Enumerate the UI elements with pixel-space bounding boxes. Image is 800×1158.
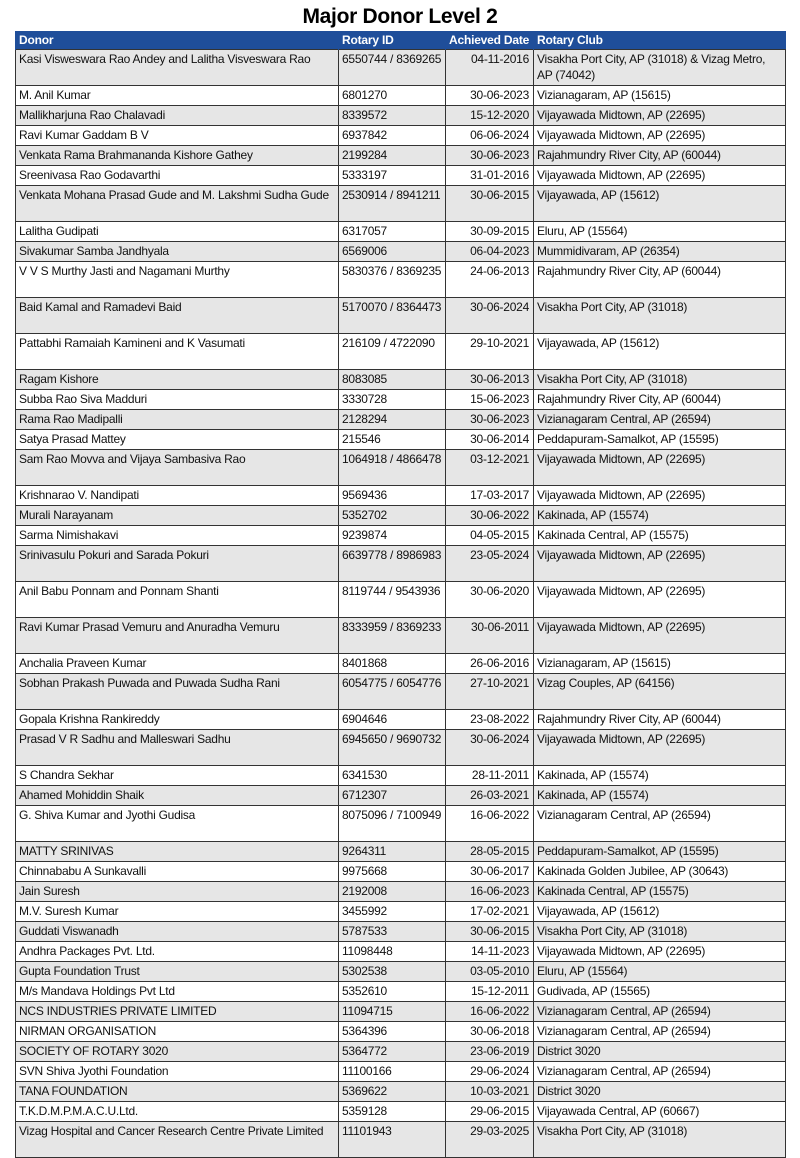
rotary-id-cell[interactable]: 11094715 bbox=[339, 1002, 446, 1022]
table-row[interactable] bbox=[16, 786, 786, 806]
table-row[interactable] bbox=[16, 146, 786, 166]
rotary-club-cell[interactable]: Vizianagaram Central, AP (26594) bbox=[534, 1002, 786, 1022]
column-header-donor[interactable]: Donor bbox=[16, 31, 339, 50]
achieved-date-cell[interactable]: 30-06-2013 bbox=[446, 370, 534, 390]
rotary-club-cell[interactable]: Vijayawada Midtown, AP (22695) bbox=[534, 582, 786, 618]
table-row[interactable] bbox=[16, 582, 786, 618]
rotary-id-cell[interactable]: 6937842 bbox=[339, 126, 446, 146]
table-row[interactable] bbox=[16, 882, 786, 902]
rotary-club-cell[interactable]: Rajahmundry River City, AP (60044) bbox=[534, 390, 786, 410]
donor-cell[interactable]: Andhra Packages Pvt. Ltd. bbox=[16, 942, 339, 962]
rotary-id-cell[interactable]: 2530914 / 8941211 bbox=[339, 186, 446, 222]
achieved-date-cell[interactable]: 24-06-2013 bbox=[446, 262, 534, 298]
achieved-date-cell[interactable]: 17-02-2021 bbox=[446, 902, 534, 922]
rotary-club-cell[interactable]: District 3020 bbox=[534, 1042, 786, 1062]
donor-sheet bbox=[15, 0, 785, 1158]
rotary-club-cell[interactable]: Vijayawada Midtown, AP (22695) bbox=[534, 942, 786, 962]
rotary-id-cell[interactable]: 8333959 / 8369233 bbox=[339, 618, 446, 654]
rotary-club-cell[interactable]: Peddapuram-Samalkot, AP (15595) bbox=[534, 430, 786, 450]
rotary-club-cell[interactable]: Vijayawada Midtown, AP (22695) bbox=[534, 730, 786, 766]
table-row[interactable] bbox=[16, 862, 786, 882]
table-row[interactable] bbox=[16, 1102, 786, 1122]
table-row[interactable] bbox=[16, 410, 786, 430]
achieved-date-cell[interactable]: 29-10-2021 bbox=[446, 334, 534, 370]
table-row[interactable] bbox=[16, 710, 786, 730]
donor-cell[interactable]: Pattabhi Ramaiah Kamineni and K Vasumati bbox=[16, 334, 339, 370]
column-header-rotary-id[interactable]: Rotary ID bbox=[339, 31, 446, 50]
table-row[interactable] bbox=[16, 222, 786, 242]
rotary-id-cell[interactable]: 5830376 / 8369235 bbox=[339, 262, 446, 298]
table-row[interactable] bbox=[16, 126, 786, 146]
rotary-id-cell[interactable]: 6341530 bbox=[339, 766, 446, 786]
donor-cell[interactable]: NCS INDUSTRIES PRIVATE LIMITED bbox=[16, 1002, 339, 1022]
rotary-club-cell[interactable]: Vizianagaram, AP (15615) bbox=[534, 86, 786, 106]
table-row[interactable] bbox=[16, 50, 786, 86]
achieved-date-cell[interactable]: 29-03-2025 bbox=[446, 1122, 534, 1158]
donor-cell[interactable]: Guddati Viswanadh bbox=[16, 922, 339, 942]
rotary-id-cell[interactable]: 5364396 bbox=[339, 1022, 446, 1042]
table-row[interactable] bbox=[16, 982, 786, 1002]
rotary-id-cell[interactable]: 6569006 bbox=[339, 242, 446, 262]
rotary-club-cell[interactable]: Vijayawada Midtown, AP (22695) bbox=[534, 166, 786, 186]
table-row[interactable] bbox=[16, 262, 786, 298]
rotary-id-cell[interactable]: 5787533 bbox=[339, 922, 446, 942]
rotary-id-cell[interactable]: 5352610 bbox=[339, 982, 446, 1002]
rotary-id-cell[interactable]: 9239874 bbox=[339, 526, 446, 546]
achieved-date-cell[interactable]: 30-06-2024 bbox=[446, 298, 534, 334]
rotary-id-cell[interactable]: 5170070 / 8364473 bbox=[339, 298, 446, 334]
donor-cell[interactable]: Subba Rao Siva Madduri bbox=[16, 390, 339, 410]
rotary-club-cell[interactable]: Vijayawada, AP (15612) bbox=[534, 334, 786, 370]
donor-cell[interactable]: Jain Suresh bbox=[16, 882, 339, 902]
table-row[interactable] bbox=[16, 166, 786, 186]
rotary-club-cell[interactable]: Visakha Port City, AP (31018) bbox=[534, 370, 786, 390]
donor-cell[interactable]: SVN Shiva Jyothi Foundation bbox=[16, 1062, 339, 1082]
rotary-club-cell[interactable]: Peddapuram-Samalkot, AP (15595) bbox=[534, 842, 786, 862]
rotary-club-cell[interactable]: Kakinada Central, AP (15575) bbox=[534, 526, 786, 546]
achieved-date-cell[interactable]: 30-09-2015 bbox=[446, 222, 534, 242]
achieved-date-cell[interactable]: 29-06-2024 bbox=[446, 1062, 534, 1082]
donor-cell[interactable]: Anchalia Praveen Kumar bbox=[16, 654, 339, 674]
rotary-club-cell[interactable]: Vizianagaram Central, AP (26594) bbox=[534, 806, 786, 842]
rotary-id-cell[interactable]: 5333197 bbox=[339, 166, 446, 186]
donor-cell[interactable]: Sarma Nimishakavi bbox=[16, 526, 339, 546]
table-row[interactable] bbox=[16, 1022, 786, 1042]
table-row[interactable] bbox=[16, 1002, 786, 1022]
donor-cell[interactable]: Ahamed Mohiddin Shaik bbox=[16, 786, 339, 806]
table-row[interactable] bbox=[16, 526, 786, 546]
rotary-club-cell[interactable]: Visakha Port City, AP (31018) & Vizag Metro, AP (74042) bbox=[534, 50, 786, 86]
achieved-date-cell[interactable]: 30-06-2011 bbox=[446, 618, 534, 654]
table-row[interactable] bbox=[16, 922, 786, 942]
donor-cell[interactable]: Vizag Hospital and Cancer Research Centre Private Limited bbox=[16, 1122, 339, 1158]
column-header-achieved-date[interactable]: Achieved Date bbox=[446, 31, 534, 50]
rotary-id-cell[interactable]: 9569436 bbox=[339, 486, 446, 506]
donor-cell[interactable]: Gupta Foundation Trust bbox=[16, 962, 339, 982]
rotary-id-cell[interactable]: 11098448 bbox=[339, 942, 446, 962]
table-row[interactable] bbox=[16, 86, 786, 106]
achieved-date-cell[interactable]: 03-12-2021 bbox=[446, 450, 534, 486]
rotary-club-cell[interactable]: Kakinada, AP (15574) bbox=[534, 506, 786, 526]
donor-cell[interactable]: Anil Babu Ponnam and Ponnam Shanti bbox=[16, 582, 339, 618]
rotary-club-cell[interactable]: Visakha Port City, AP (31018) bbox=[534, 922, 786, 942]
achieved-date-cell[interactable]: 27-10-2021 bbox=[446, 674, 534, 710]
rotary-id-cell[interactable]: 3330728 bbox=[339, 390, 446, 410]
rotary-id-cell[interactable]: 8119744 / 9543936 bbox=[339, 582, 446, 618]
rotary-id-cell[interactable]: 5364772 bbox=[339, 1042, 446, 1062]
rotary-id-cell[interactable]: 215546 bbox=[339, 430, 446, 450]
rotary-id-cell[interactable]: 9264311 bbox=[339, 842, 446, 862]
donor-cell[interactable]: Murali Narayanam bbox=[16, 506, 339, 526]
table-row[interactable] bbox=[16, 430, 786, 450]
rotary-club-cell[interactable]: Vijayawada Midtown, AP (22695) bbox=[534, 450, 786, 486]
rotary-club-cell[interactable]: Kakinada Golden Jubilee, AP (30643) bbox=[534, 862, 786, 882]
rotary-id-cell[interactable]: 8401868 bbox=[339, 654, 446, 674]
donor-cell[interactable]: M.V. Suresh Kumar bbox=[16, 902, 339, 922]
achieved-date-cell[interactable]: 30-06-2015 bbox=[446, 922, 534, 942]
rotary-id-cell[interactable]: 6801270 bbox=[339, 86, 446, 106]
page-title: Major Donor Level 2 bbox=[302, 5, 498, 28]
rotary-id-cell[interactable]: 5352702 bbox=[339, 506, 446, 526]
achieved-date-cell[interactable]: 30-06-2023 bbox=[446, 86, 534, 106]
donor-cell[interactable]: Ravi Kumar Gaddam B V bbox=[16, 126, 339, 146]
donor-cell[interactable]: Mallikharjuna Rao Chalavadi bbox=[16, 106, 339, 126]
rotary-id-cell[interactable]: 6639778 / 8986983 bbox=[339, 546, 446, 582]
rotary-id-cell[interactable]: 2192008 bbox=[339, 882, 446, 902]
achieved-date-cell[interactable]: 30-06-2022 bbox=[446, 506, 534, 526]
donor-cell[interactable]: Sivakumar Samba Jandhyala bbox=[16, 242, 339, 262]
donor-cell[interactable]: Venkata Rama Brahmananda Kishore Gathey bbox=[16, 146, 339, 166]
donor-cell[interactable]: T.K.D.M.P.M.A.C.U.Ltd. bbox=[16, 1102, 339, 1122]
achieved-date-cell[interactable]: 26-03-2021 bbox=[446, 786, 534, 806]
donor-cell[interactable]: Srinivasulu Pokuri and Sarada Pokuri bbox=[16, 546, 339, 582]
table-row[interactable] bbox=[16, 390, 786, 410]
rotary-club-cell[interactable]: Vijayawada Central, AP (60667) bbox=[534, 1102, 786, 1122]
rotary-id-cell[interactable]: 2199284 bbox=[339, 146, 446, 166]
achieved-date-cell[interactable]: 30-06-2017 bbox=[446, 862, 534, 882]
rotary-id-cell[interactable]: 5302538 bbox=[339, 962, 446, 982]
table-row[interactable] bbox=[16, 674, 786, 710]
donor-cell[interactable]: MATTY SRINIVAS bbox=[16, 842, 339, 862]
donor-cell[interactable]: G. Shiva Kumar and Jyothi Gudisa bbox=[16, 806, 339, 842]
table-row[interactable] bbox=[16, 902, 786, 922]
rotary-club-cell[interactable]: Rajahmundry River City, AP (60044) bbox=[534, 262, 786, 298]
achieved-date-cell[interactable]: 30-06-2015 bbox=[446, 186, 534, 222]
achieved-date-cell[interactable]: 15-12-2011 bbox=[446, 982, 534, 1002]
achieved-date-cell[interactable]: 16-06-2022 bbox=[446, 806, 534, 842]
rotary-club-cell[interactable]: Rajahmundry River City, AP (60044) bbox=[534, 146, 786, 166]
donor-table bbox=[15, 31, 786, 1158]
rotary-id-cell[interactable]: 11101943 bbox=[339, 1122, 446, 1158]
rotary-id-cell[interactable]: 6550744 / 8369265 bbox=[339, 50, 446, 86]
donor-cell[interactable]: SOCIETY OF ROTARY 3020 bbox=[16, 1042, 339, 1062]
donor-cell[interactable]: Sobhan Prakash Puwada and Puwada Sudha Rani bbox=[16, 674, 339, 710]
rotary-id-cell[interactable]: 8083085 bbox=[339, 370, 446, 390]
rotary-id-cell[interactable]: 11100166 bbox=[339, 1062, 446, 1082]
rotary-club-cell[interactable]: District 3020 bbox=[534, 1082, 786, 1102]
table-row[interactable] bbox=[16, 486, 786, 506]
donor-cell[interactable]: Rama Rao Madipalli bbox=[16, 410, 339, 430]
rotary-club-cell[interactable]: Vizianagaram Central, AP (26594) bbox=[534, 410, 786, 430]
table-row[interactable] bbox=[16, 1082, 786, 1102]
achieved-date-cell[interactable]: 30-06-2023 bbox=[446, 410, 534, 430]
achieved-date-cell[interactable]: 15-06-2023 bbox=[446, 390, 534, 410]
table-row[interactable] bbox=[16, 806, 786, 842]
donor-cell[interactable]: V V S Murthy Jasti and Nagamani Murthy bbox=[16, 262, 339, 298]
rotary-club-cell[interactable]: Vizianagaram Central, AP (26594) bbox=[534, 1022, 786, 1042]
rotary-club-cell[interactable]: Vizianagaram Central, AP (26594) bbox=[534, 1062, 786, 1082]
rotary-id-cell[interactable]: 2128294 bbox=[339, 410, 446, 430]
donor-cell[interactable]: Prasad V R Sadhu and Malleswari Sadhu bbox=[16, 730, 339, 766]
table-row[interactable] bbox=[16, 942, 786, 962]
donor-cell[interactable]: Krishnarao V. Nandipati bbox=[16, 486, 339, 506]
achieved-date-cell[interactable]: 15-12-2020 bbox=[446, 106, 534, 126]
achieved-date-cell[interactable]: 23-08-2022 bbox=[446, 710, 534, 730]
rotary-club-cell[interactable]: Vizag Couples, AP (64156) bbox=[534, 674, 786, 710]
achieved-date-cell[interactable]: 28-05-2015 bbox=[446, 842, 534, 862]
achieved-date-cell[interactable]: 16-06-2022 bbox=[446, 1002, 534, 1022]
table-row[interactable] bbox=[16, 1062, 786, 1082]
table-row[interactable] bbox=[16, 106, 786, 126]
achieved-date-cell[interactable]: 23-06-2019 bbox=[446, 1042, 534, 1062]
donor-cell[interactable]: Venkata Mohana Prasad Gude and M. Lakshmi Sudha Gude bbox=[16, 186, 339, 222]
rotary-club-cell[interactable]: Vijayawada Midtown, AP (22695) bbox=[534, 106, 786, 126]
achieved-date-cell[interactable]: 04-11-2016 bbox=[446, 50, 534, 86]
table-row[interactable] bbox=[16, 730, 786, 766]
header-row bbox=[16, 31, 786, 50]
achieved-date-cell[interactable]: 30-06-2023 bbox=[446, 146, 534, 166]
rotary-id-cell[interactable]: 8075096 / 7100949 bbox=[339, 806, 446, 842]
achieved-date-cell[interactable]: 30-06-2024 bbox=[446, 730, 534, 766]
achieved-date-cell[interactable]: 23-05-2024 bbox=[446, 546, 534, 582]
donor-cell[interactable]: Satya Prasad Mattey bbox=[16, 430, 339, 450]
rotary-id-cell[interactable]: 5369622 bbox=[339, 1082, 446, 1102]
table-row[interactable] bbox=[16, 242, 786, 262]
rotary-id-cell[interactable]: 3455992 bbox=[339, 902, 446, 922]
donor-cell[interactable]: Sam Rao Movva and Vijaya Sambasiva Rao bbox=[16, 450, 339, 486]
table-row[interactable] bbox=[16, 298, 786, 334]
rotary-club-cell[interactable]: Eluru, AP (15564) bbox=[534, 222, 786, 242]
rotary-club-cell[interactable]: Gudivada, AP (15565) bbox=[534, 982, 786, 1002]
table-row[interactable] bbox=[16, 842, 786, 862]
rotary-club-cell[interactable]: Vizianagaram, AP (15615) bbox=[534, 654, 786, 674]
rotary-id-cell[interactable]: 6712307 bbox=[339, 786, 446, 806]
rotary-club-cell[interactable]: Vijayawada Midtown, AP (22695) bbox=[534, 546, 786, 582]
donor-cell[interactable]: NIRMAN ORGANISATION bbox=[16, 1022, 339, 1042]
achieved-date-cell[interactable]: 30-06-2018 bbox=[446, 1022, 534, 1042]
rotary-club-cell[interactable]: Vijayawada, AP (15612) bbox=[534, 186, 786, 222]
table-row[interactable] bbox=[16, 654, 786, 674]
rotary-id-cell[interactable]: 5359128 bbox=[339, 1102, 446, 1122]
table-row[interactable] bbox=[16, 618, 786, 654]
rotary-id-cell[interactable]: 216109 / 4722090 bbox=[339, 334, 446, 370]
donor-cell[interactable]: Sreenivasa Rao Godavarthi bbox=[16, 166, 339, 186]
table-row[interactable] bbox=[16, 334, 786, 370]
rotary-id-cell[interactable]: 6054775 / 6054776 bbox=[339, 674, 446, 710]
rotary-id-cell[interactable]: 6945650 / 9690732 bbox=[339, 730, 446, 766]
table-row[interactable] bbox=[16, 766, 786, 786]
donor-cell[interactable]: S Chandra Sekhar bbox=[16, 766, 339, 786]
rotary-club-cell[interactable]: Eluru, AP (15564) bbox=[534, 962, 786, 982]
achieved-date-cell[interactable]: 03-05-2010 bbox=[446, 962, 534, 982]
rotary-club-cell[interactable]: Vijayawada Midtown, AP (22695) bbox=[534, 618, 786, 654]
donor-cell[interactable]: Ravi Kumar Prasad Vemuru and Anuradha Vemuru bbox=[16, 618, 339, 654]
table-row[interactable] bbox=[16, 370, 786, 390]
rotary-club-cell[interactable]: Kakinada Central, AP (15575) bbox=[534, 882, 786, 902]
achieved-date-cell[interactable]: 30-06-2014 bbox=[446, 430, 534, 450]
achieved-date-cell[interactable]: 17-03-2017 bbox=[446, 486, 534, 506]
rotary-id-cell[interactable]: 6317057 bbox=[339, 222, 446, 242]
rotary-club-cell[interactable]: Mummidivaram, AP (26354) bbox=[534, 242, 786, 262]
achieved-date-cell[interactable]: 26-06-2016 bbox=[446, 654, 534, 674]
rotary-club-cell[interactable]: Kakinada, AP (15574) bbox=[534, 786, 786, 806]
rotary-club-cell[interactable]: Vijayawada, AP (15612) bbox=[534, 902, 786, 922]
rotary-id-cell[interactable]: 9975668 bbox=[339, 862, 446, 882]
achieved-date-cell[interactable]: 06-04-2023 bbox=[446, 242, 534, 262]
donor-cell[interactable]: Chinnababu A Sunkavalli bbox=[16, 862, 339, 882]
donor-cell[interactable]: Kasi Visweswara Rao Andey and Lalitha Visveswara Rao bbox=[16, 50, 339, 86]
achieved-date-cell[interactable]: 16-06-2023 bbox=[446, 882, 534, 902]
achieved-date-cell[interactable]: 10-03-2021 bbox=[446, 1082, 534, 1102]
table-row[interactable] bbox=[16, 506, 786, 526]
donor-cell[interactable]: M/s Mandava Holdings Pvt Ltd bbox=[16, 982, 339, 1002]
achieved-date-cell[interactable]: 29-06-2015 bbox=[446, 1102, 534, 1122]
donor-cell[interactable]: Gopala Krishna Rankireddy bbox=[16, 710, 339, 730]
achieved-date-cell[interactable]: 14-11-2023 bbox=[446, 942, 534, 962]
donor-cell[interactable]: Ragam Kishore bbox=[16, 370, 339, 390]
table-row[interactable] bbox=[16, 546, 786, 582]
table-row[interactable] bbox=[16, 962, 786, 982]
achieved-date-cell[interactable]: 31-01-2016 bbox=[446, 166, 534, 186]
column-header-rotary-club[interactable]: Rotary Club bbox=[534, 31, 786, 50]
rotary-id-cell[interactable]: 6904646 bbox=[339, 710, 446, 730]
donor-cell[interactable]: M. Anil Kumar bbox=[16, 86, 339, 106]
rotary-club-cell[interactable]: Vijayawada Midtown, AP (22695) bbox=[534, 486, 786, 506]
rotary-club-cell[interactable]: Vijayawada Midtown, AP (22695) bbox=[534, 126, 786, 146]
donor-cell[interactable]: Lalitha Gudipati bbox=[16, 222, 339, 242]
table-row[interactable] bbox=[16, 1042, 786, 1062]
table-row[interactable] bbox=[16, 1122, 786, 1158]
donor-cell[interactable]: TANA FOUNDATION bbox=[16, 1082, 339, 1102]
rotary-club-cell[interactable]: Visakha Port City, AP (31018) bbox=[534, 298, 786, 334]
achieved-date-cell[interactable]: 06-06-2024 bbox=[446, 126, 534, 146]
table-row[interactable] bbox=[16, 450, 786, 486]
rotary-id-cell[interactable]: 8339572 bbox=[339, 106, 446, 126]
rotary-club-cell[interactable]: Visakha Port City, AP (31018) bbox=[534, 1122, 786, 1158]
table-row[interactable] bbox=[16, 186, 786, 222]
rotary-id-cell[interactable]: 1064918 / 4866478 bbox=[339, 450, 446, 486]
rotary-club-cell[interactable]: Kakinada, AP (15574) bbox=[534, 766, 786, 786]
donor-cell[interactable]: Baid Kamal and Ramadevi Baid bbox=[16, 298, 339, 334]
rotary-club-cell[interactable]: Rajahmundry River City, AP (60044) bbox=[534, 710, 786, 730]
achieved-date-cell[interactable]: 28-11-2011 bbox=[446, 766, 534, 786]
achieved-date-cell[interactable]: 04-05-2015 bbox=[446, 526, 534, 546]
achieved-date-cell[interactable]: 30-06-2020 bbox=[446, 582, 534, 618]
